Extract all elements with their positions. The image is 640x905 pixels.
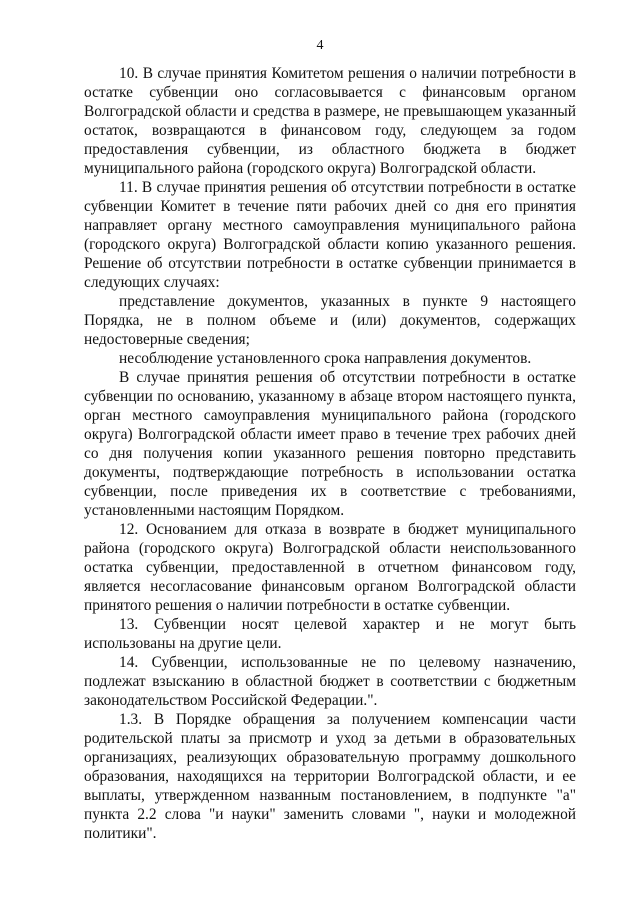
paragraph-11-case-2: несоблюдение установленного срока направления документов. xyxy=(119,350,532,367)
paragraph-13: 13. Субвенции носят целевой характер и не могут быть использованы на другие цели. xyxy=(84,616,576,652)
paragraph-1-3: 1.3. В Порядке обращения за получением компенсации части родительской платы за присмотр и уход за детьми в образовательных организациях, реализующих образовательную программу дошкольного образования, находящихся на территории Волгоградской области, и ее выплаты, утвержденном названным постановлением, в подпункте "а" пункта 2.2 слова "и науки" заменить словами ", науки и молодежной политики". xyxy=(84,711,576,842)
paragraph-12: 12. Основанием для отказа в возврате в бюджет муниципального района (городского округа) Волгоградской области неиспользованного остатка субвенции, предоставленной в отчетном финансовом году, является несогласование финансовым органом Волгоградской области принятого решения о наличии потребности в остатке субвенции. xyxy=(84,521,576,614)
document-body xyxy=(84,64,576,843)
paragraph-11-case-1: представление документов, указанных в пункте 9 настоящего Порядка, не в полном объеме и (или) документов, содержащих недостоверные сведения; xyxy=(84,293,576,348)
paragraph-11: 11. В случае принятия решения об отсутствии потребности в остатке субвенции Комитет в течение пяти рабочих дней со дня его принятия направляет органу местного самоуправления муниципального района (городского округа) Волгоградской области копию указанного решения. Решение об отсутствии потребности в остатке субвенции принимается в следующих случаях: xyxy=(84,179,576,291)
paragraph-10: 10. В случае принятия Комитетом решения о наличии потребности в остатке субвенции оно согласовывается с финансовым органом Волгоградской области и средства в размере, не превышающем указанный остаток, возвращаются в финансовом году, следующем за годом предоставления субвенции, из областного бюджета в бюджет муниципального района (городского округа) Волгоградской области. xyxy=(84,65,576,177)
paragraph-14: 14. Субвенции, использованные не по целевому назначению, подлежат взысканию в областной бюджет в соответствии с бюджетным законодательством Российской Федерации.". xyxy=(84,654,576,709)
paragraph-11-resubmission: В случае принятия решения об отсутствии потребности в остатке субвенции по основанию, указанному в абзаце втором настоящего пункта, орган местного самоуправления муниципального района (городского округа) Волгоградской области имеет право в течение трех рабочих дней со дня получения копии указанного решения повторно представить документы, подтверждающие потребность в использовании остатка субвенции, после приведения их в соответствие с требованиями, установленными настоящим Порядком. xyxy=(84,369,576,519)
page-number: 4 xyxy=(316,38,324,53)
